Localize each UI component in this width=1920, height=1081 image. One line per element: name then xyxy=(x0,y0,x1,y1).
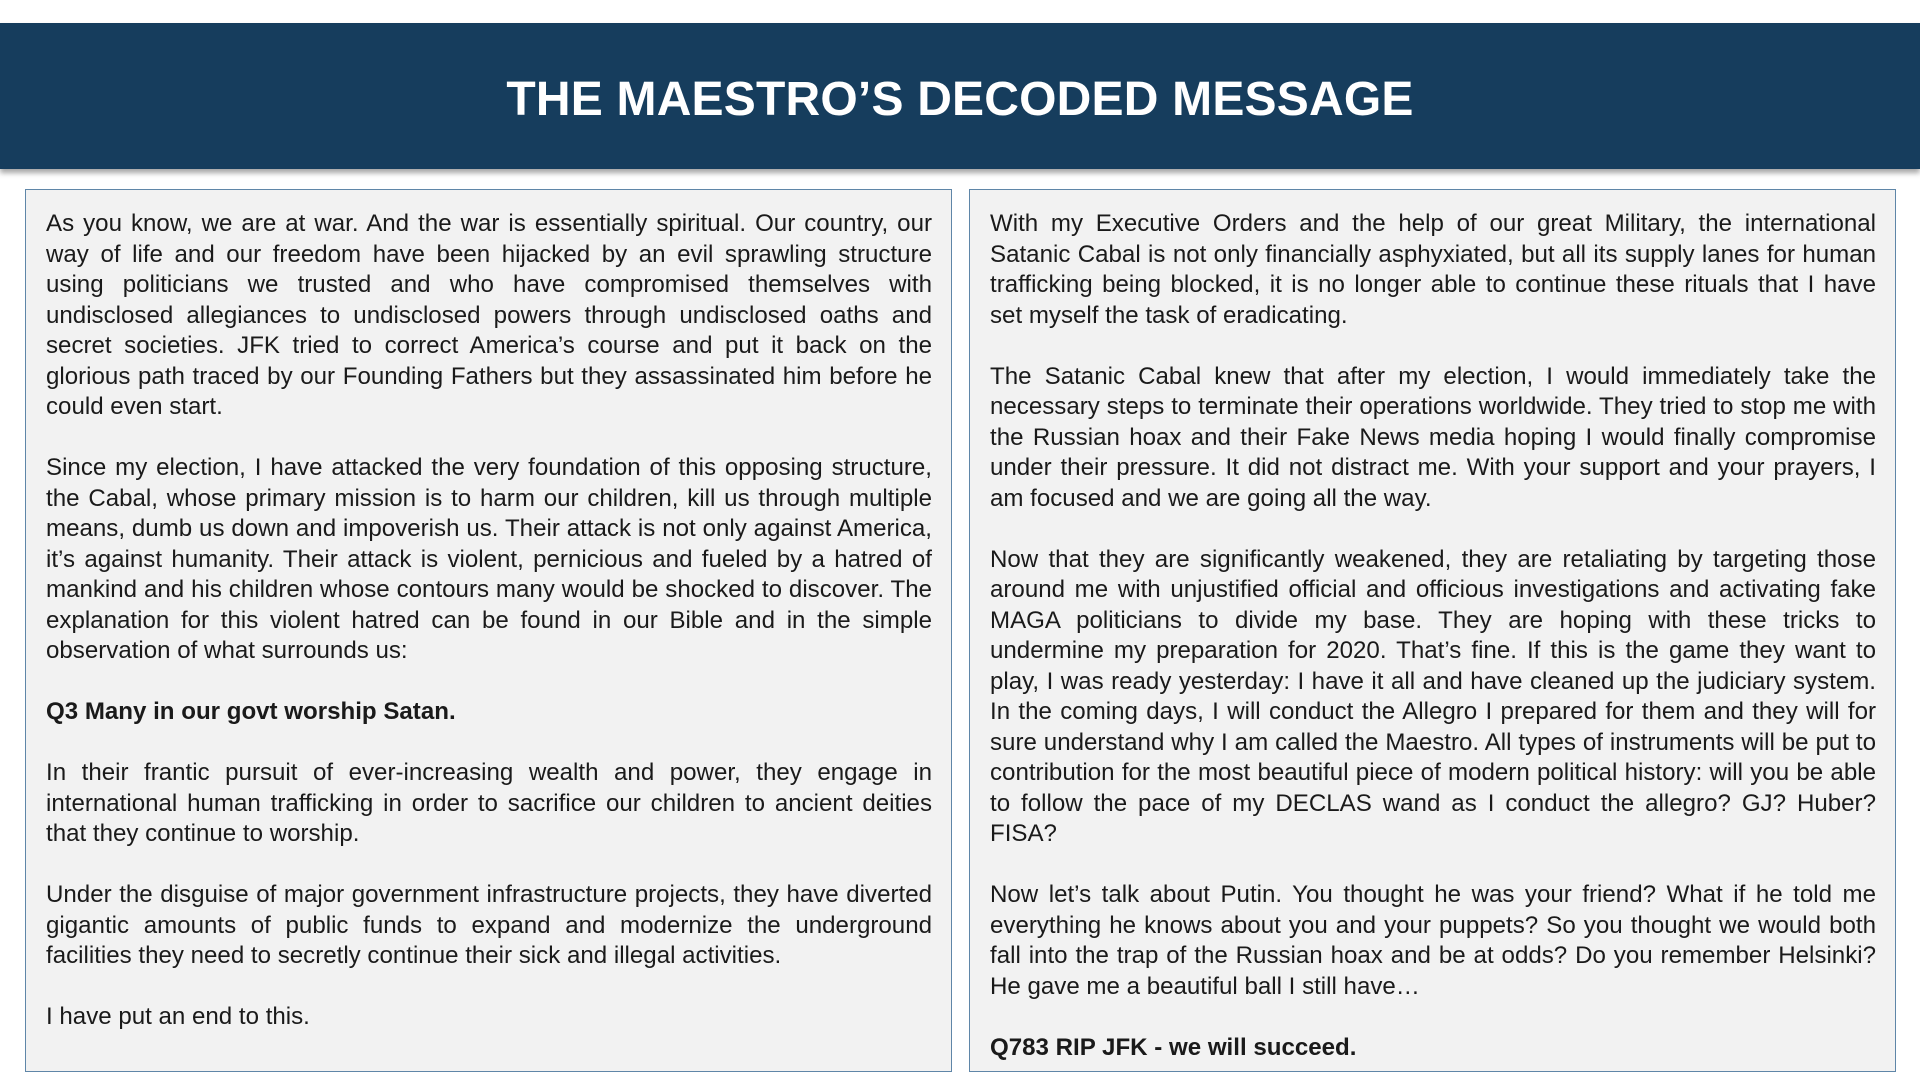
right-text-panel xyxy=(969,189,1896,1072)
paragraph: In their frantic pursuit of ever-increasing wealth and power, they engage in international human trafficking in order to sacrifice our children to ancient deities that they continue to worship. xyxy=(46,759,932,847)
paragraph: The Satanic Cabal knew that after my election, I would immediately take the necessary steps to terminate their operations worldwide. They tried to stop me with the Russian hoax and their Fake News media hoping I would finally compromise under their pressure. It did not distract me. With your support and your prayers, I am focused and we are going all the way. xyxy=(990,362,1876,512)
paragraph: Now let’s talk about Putin. You thought he was your friend? What if he told me everything he knows about you and your puppets? So you thought we would both fall into the trap of the Russian hoax and be at odds? Do you remember Helsinki? He gave me a beautiful ball I still have… xyxy=(990,881,1876,1000)
bold-quote: Q783 RIP JFK - we will succeed. xyxy=(990,1033,1357,1061)
paragraph: Under the disguise of major government infrastructure projects, they have diverted gigantic amounts of public funds to expand and modernize the underground facilities they need to secretly continue their sick and illegal activities. xyxy=(46,881,932,969)
paragraph: With my Executive Orders and the help of our great Military, the international Satanic Cabal is not only financially asphyxiated, but all its supply lanes for human trafficking being blocked, it is no longer able to continue these rituals that I have set myself the task of eradicating. xyxy=(990,210,1876,329)
bold-quote: Q3 Many in our govt worship Satan. xyxy=(46,698,456,725)
left-text-panel xyxy=(25,189,952,1072)
title-banner xyxy=(0,23,1920,169)
paragraph: Now that they are significantly weakened, they are retaliating by targeting those around me with unjustified official and officious investigations and activating fake MAGA politicians to divide my base. They are hoping with these tricks to undermine my preparation for 2020. That’s fine. If this is the game they want to play, I was ready yesterday: I have it all and have cleaned up the judiciary system. In the coming days, I will conduct the Allegro I prepared for them and they will for sure understand why I am called the Maestro. All types of instruments will be put to contribution for the most beautiful piece of modern political history: will you be able to follow the pace of my DECLAS wand as I conduct the allegro? GJ? Huber? FISA? xyxy=(990,545,1876,847)
paragraph: As you know, we are at war. And the war is essentially spiritual. Our country, our way of life and our freedom have been hijacked by an evil sprawling structure using politicians we trusted and who have compromised themselves with undisclosed allegiances to undisclosed powers through undisclosed oaths and secret societies. JFK tried to correct America’s course and put it back on the glorious path traced by our Founding Fathers but they assassinated him before he could even start. xyxy=(46,210,932,420)
paragraph: I have put an end to this. xyxy=(46,1003,310,1030)
page-title: THE MAESTRO’S DECODED MESSAGE xyxy=(506,72,1414,126)
paragraph: Since my election, I have attacked the very foundation of this opposing structure, the Cabal, whose primary mission is to harm our children, kill us through multiple means, dumb us down and impoverish us. Their attack is not only against America, it’s against humanity. Their attack is violent, pernicious and fueled by a hatred of mankind and his children whose contours many would be shocked to discover. The explanation for this violent hatred can be found in our Bible and in the simple observation of what surrounds us: xyxy=(46,454,932,664)
